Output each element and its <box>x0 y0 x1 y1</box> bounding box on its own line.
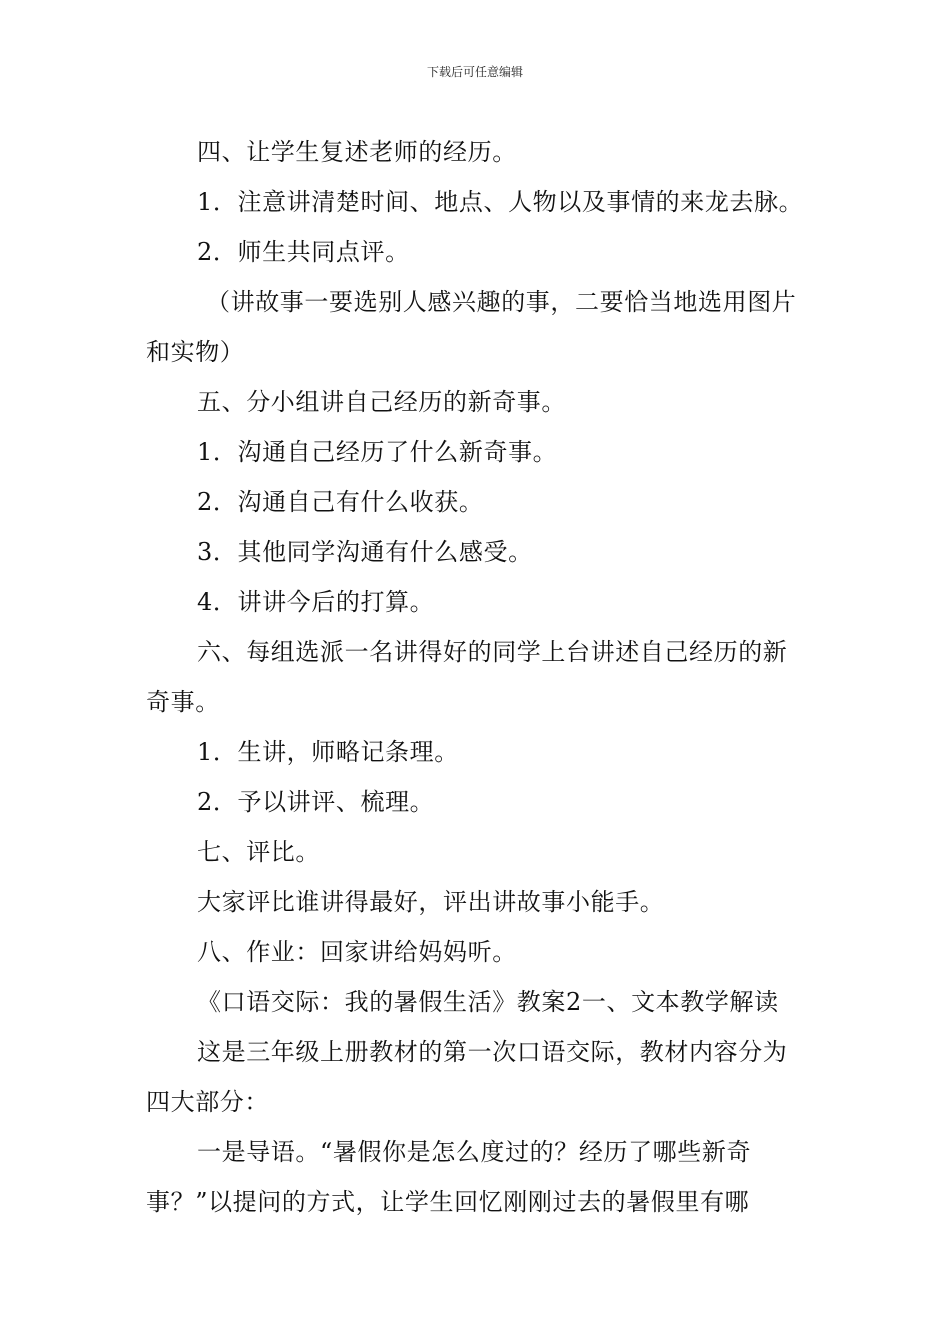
section-heading-4: 四、让学生复述老师的经历。 <box>197 138 517 166</box>
document-body <box>146 127 808 1227</box>
section-heading-8: 八、作业：回家讲给妈妈听。 <box>197 938 517 966</box>
list-item: 1．沟通自己经历了什么新奇事。 <box>197 438 558 466</box>
lesson-plan-title: 《口语交际：我的暑假生活》教案2一、文本教学解读 <box>197 988 779 1016</box>
list-item: 1．生讲，师略记条理。 <box>197 738 459 766</box>
page-header: 下载后可任意编辑 <box>426 65 523 79</box>
body-paragraph: 这是三年级上册教材的第一次口语交际，教材内容分为四大部分： <box>146 1038 788 1116</box>
list-item: 2．师生共同点评。 <box>197 238 410 266</box>
list-item: 2．予以讲评、梳理。 <box>197 788 435 816</box>
section-heading-6: 六、每组选派一名讲得好的同学上台讲述自己经历的新奇事。 <box>146 638 788 716</box>
body-paragraph: 大家评比谁讲得最好，评出讲故事小能手。 <box>197 888 665 916</box>
list-item: 2．沟通自己有什么收获。 <box>197 488 484 516</box>
list-item: 3．其他同学沟通有什么感受。 <box>197 538 533 566</box>
body-paragraph: 一是导语。“暑假你是怎么度过的？经历了哪些新奇事？”以提问的方式，让学生回忆刚刚过去的暑假里有哪 <box>146 1138 752 1216</box>
section-heading-7: 七、评比。 <box>197 838 320 866</box>
section-heading-5: 五、分小组讲自己经历的新奇事。 <box>197 388 566 416</box>
note-paragraph: （讲故事一要选别人感兴趣的事，二要恰当地选用图片和实物） <box>146 288 797 366</box>
list-item: 4．讲讲今后的打算。 <box>197 588 435 616</box>
list-item: 1．注意讲清楚时间、地点、人物以及事情的来龙去脉。 <box>197 188 804 216</box>
